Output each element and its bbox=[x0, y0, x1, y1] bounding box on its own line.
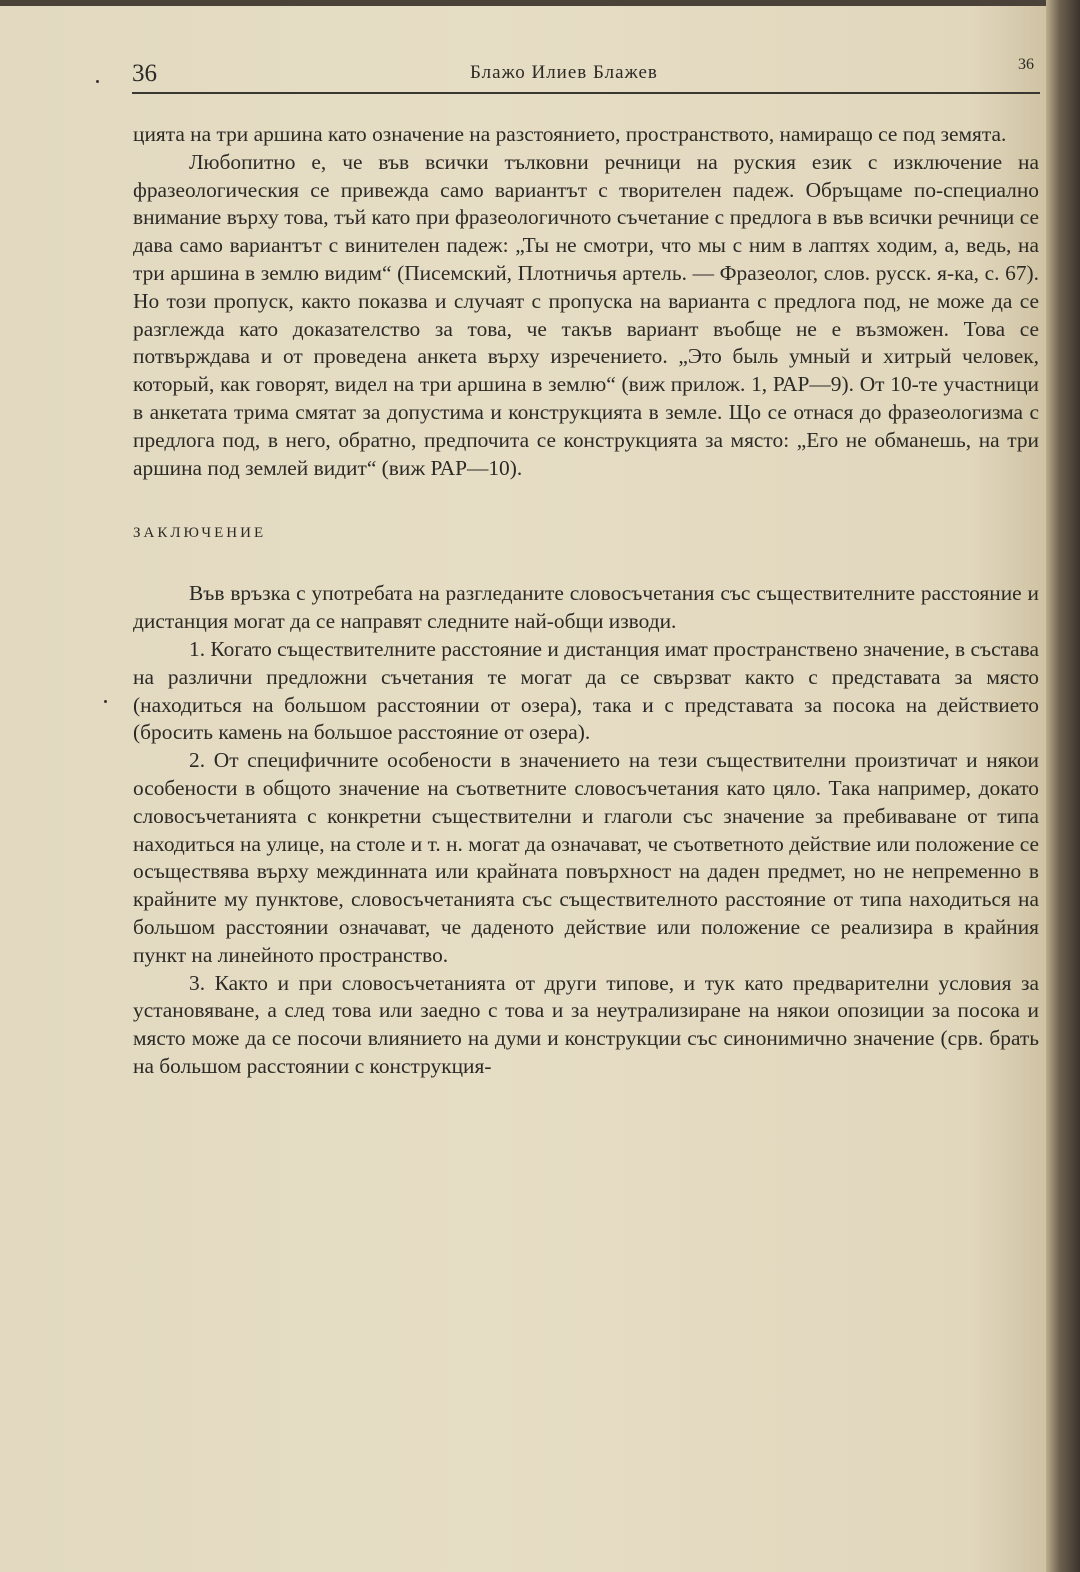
page-number-stamp: 36 bbox=[1018, 56, 1034, 73]
running-header bbox=[132, 54, 1040, 94]
section-heading: ЗАКЛЮЧЕНИЕ bbox=[133, 525, 267, 542]
paragraph-continuation: цията на три аршина като означение на разстоянието, пространството, намиращо се под земята. bbox=[133, 122, 1007, 146]
running-title: Блажо Илиев Блажев bbox=[470, 62, 658, 83]
margin-mark bbox=[104, 700, 107, 703]
conclusion-intro: Във връзка с употребата на разгледаните словосъчетания със съществителните расстояние и дистанция могат да се направят следните най-общи изводи. bbox=[133, 581, 1039, 634]
margin-mark bbox=[96, 80, 99, 83]
book-spine-shadow bbox=[1046, 0, 1080, 1572]
conclusion-point-3: 3. Както и при словосъчетанията от други типове, и тук като предварителни условия за установяване, а след това или заедно с това и за неутрализиране на някои опозиции за посока и място може да се посочи влиянието на думи и конструкции със синонимично значение (срв. брать на большом расстоянии с конструкция- bbox=[133, 970, 1039, 1078]
conclusion-point-2: 2. От специфичните особености в значението на тези съществителни произтичат и някои особености в общото значение на съответните словосъчетания като цяло. Така например, докато словосъчетанията с конкретни съществителни и глаголи със значение за пребиваване от типа находиться на улице, на столе и т. н. могат да означават, че съответното действие или положение се осъществява върху междинната или крайната повърхност на даден предмет, но не непременно в крайните му пунктове, словосъчетанията със съществителното расстояние от типа находиться на большом расстоянии означават, че даденото действие или положение се реализира в крайния пункт на линейното пространство. bbox=[133, 748, 1039, 967]
header-rule bbox=[132, 92, 1040, 94]
conclusion-point-1: 1. Когато съществителните расстояние и дистанция имат пространствено значение, в състава на различни предложни съчетания те могат да се свързват както с представата за място (находиться на большом расстоянии от озера), така и с представата за посока на действието (бросить камень на большое расстояние от озера). bbox=[133, 636, 1039, 745]
paragraph-dictionaries: Любопитно е, че във всички тълковни речници на руския език с изключение на фразеологическия се привежда само вариантът с творителен падеж. Обръщаме по-специално внимание върху това, тъй като при фразеологичното съчетание с предлога в във всички речници се дава само вариантът с винителен падеж: „Ты не смотри, что мы с ним в лаптях ходим, а, ведь, на три аршина в землю видим“ (Писемский, Плотничья артель. — Фразеолог, слов. русск. я-ка, с. 67). Но този пропуск, както показва и случаят с пропуска на варианта с предлога под, не може да се разглежда като доказателство за това, че такъв вариант въобще не е възможен. Това се потвърждава и от проведена анкета върху изречението. „Это быль умный и хитрый человек, который, как говорят, видел на три аршина в землю“ (виж прилож. 1, РАР—9). От 10-те участници в анкетата трима смятат за допустима и конструкцията в земле. Що се отнася до фразеологизма с предлога под, в него, обратно, предпочита се конструкцията за място: „Его не обманешь, на три аршина под землей видит“ (виж РАР—10). bbox=[133, 149, 1039, 480]
page-number: 36 bbox=[132, 60, 157, 87]
heading-spacer bbox=[133, 547, 1039, 580]
section-spacer bbox=[133, 482, 1039, 520]
page-body bbox=[133, 121, 1039, 1081]
page-top-edge bbox=[0, 0, 1080, 6]
